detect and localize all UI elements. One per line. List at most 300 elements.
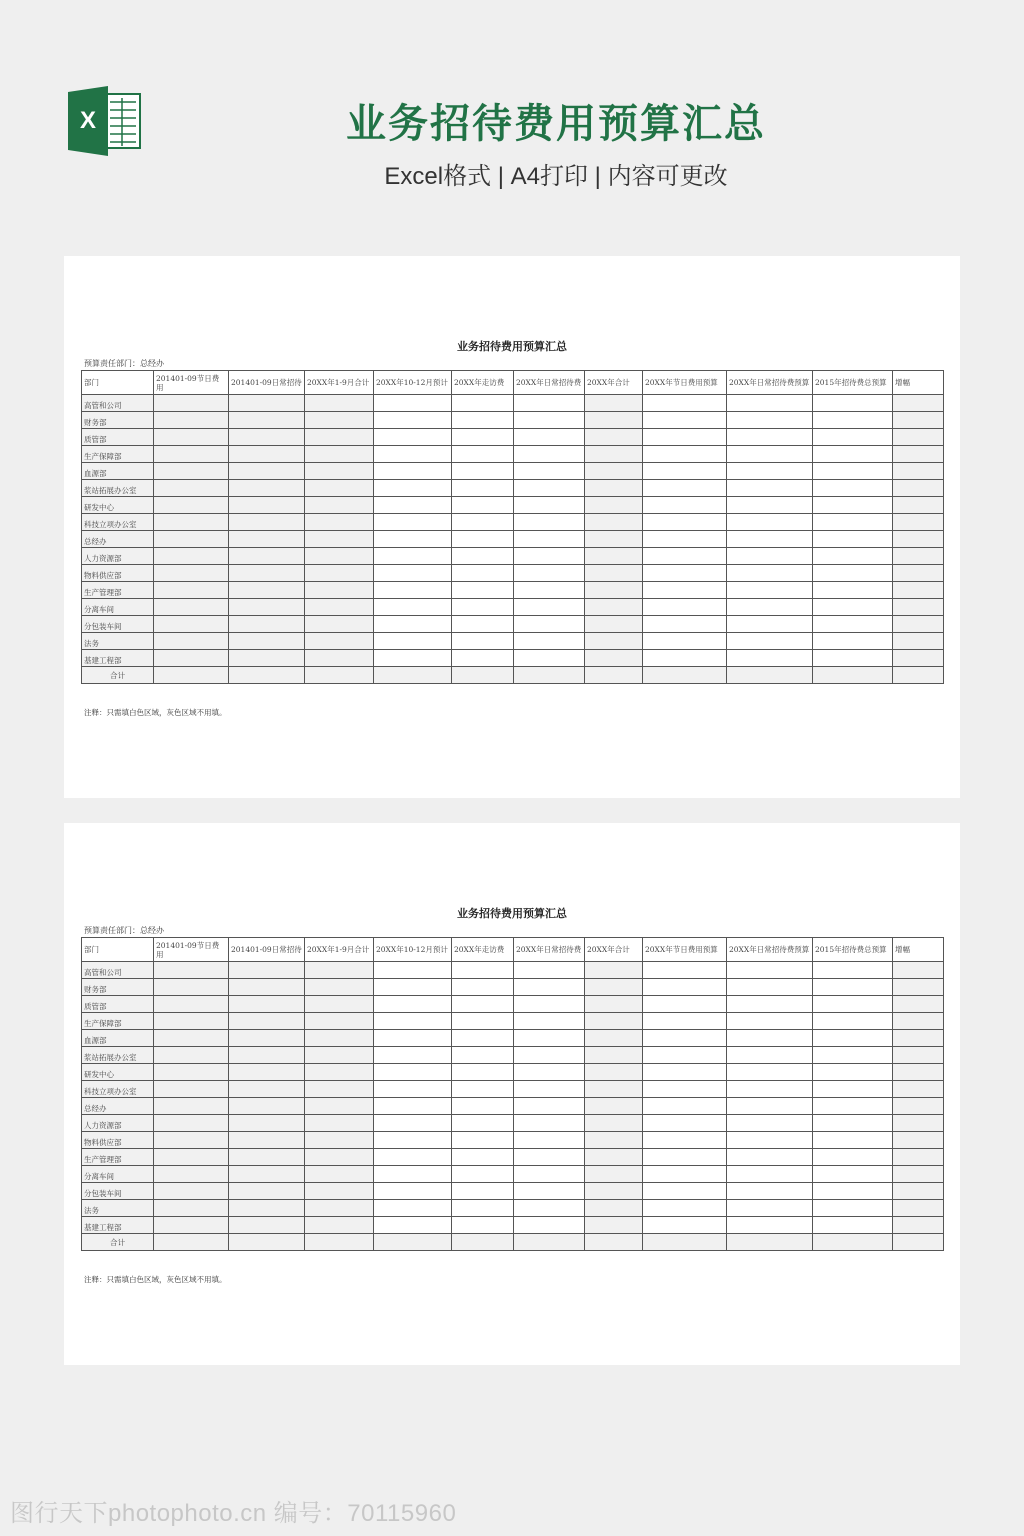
locked-cell <box>154 1013 229 1030</box>
total-cell <box>305 667 374 684</box>
locked-cell <box>154 395 229 412</box>
input-cell[interactable] <box>813 633 893 650</box>
input-cell[interactable] <box>452 1064 514 1081</box>
input-cell[interactable] <box>452 650 514 667</box>
input-cell[interactable] <box>643 446 727 463</box>
table-row <box>82 1217 944 1234</box>
locked-cell <box>305 1115 374 1132</box>
input-cell[interactable] <box>452 1217 514 1234</box>
locked-cell <box>154 480 229 497</box>
input-cell[interactable] <box>727 463 813 480</box>
table-header-row <box>82 938 944 962</box>
input-cell[interactable] <box>452 565 514 582</box>
input-cell[interactable] <box>514 1115 585 1132</box>
input-cell[interactable] <box>813 996 893 1013</box>
input-cell[interactable] <box>727 1047 813 1064</box>
input-cell[interactable] <box>514 633 585 650</box>
input-cell[interactable] <box>452 395 514 412</box>
table-row <box>82 1132 944 1149</box>
department-cell: 财务部 <box>82 412 154 429</box>
input-cell[interactable] <box>727 996 813 1013</box>
input-cell[interactable] <box>643 582 727 599</box>
table-row <box>82 531 944 548</box>
input-cell[interactable] <box>452 429 514 446</box>
column-header: 20XX年走访费 <box>452 371 514 395</box>
input-cell[interactable] <box>514 531 585 548</box>
input-cell[interactable] <box>727 962 813 979</box>
input-cell[interactable] <box>452 1081 514 1098</box>
input-cell[interactable] <box>514 1064 585 1081</box>
table-row <box>82 1013 944 1030</box>
input-cell[interactable] <box>727 633 813 650</box>
input-cell[interactable] <box>514 1183 585 1200</box>
total-cell <box>452 1234 514 1251</box>
table-row <box>82 514 944 531</box>
locked-cell <box>893 1030 944 1047</box>
input-cell[interactable] <box>452 480 514 497</box>
input-cell[interactable] <box>452 1115 514 1132</box>
table-row <box>82 1115 944 1132</box>
input-cell[interactable] <box>727 1149 813 1166</box>
input-cell[interactable] <box>813 1030 893 1047</box>
input-cell[interactable] <box>514 1030 585 1047</box>
locked-cell <box>154 633 229 650</box>
promo-title: 业务招待费用预算汇总 <box>346 102 766 146</box>
table-row <box>82 962 944 979</box>
input-cell[interactable] <box>813 395 893 412</box>
responsible-department: 预算责任部门：总经办 <box>84 926 164 935</box>
department-cell: 浆站拓展办公室 <box>82 480 154 497</box>
input-cell[interactable] <box>514 480 585 497</box>
locked-cell <box>305 429 374 446</box>
locked-cell <box>229 979 305 996</box>
input-cell[interactable] <box>643 1132 727 1149</box>
input-cell[interactable] <box>643 1013 727 1030</box>
table-row <box>82 446 944 463</box>
input-cell[interactable] <box>813 463 893 480</box>
input-cell[interactable] <box>727 1217 813 1234</box>
input-cell[interactable] <box>727 480 813 497</box>
locked-cell <box>585 1166 643 1183</box>
input-cell[interactable] <box>374 1098 452 1115</box>
input-cell[interactable] <box>374 1149 452 1166</box>
column-header: 部门 <box>82 938 154 962</box>
table-row <box>82 1064 944 1081</box>
input-cell[interactable] <box>643 497 727 514</box>
input-cell[interactable] <box>514 1081 585 1098</box>
locked-cell <box>305 412 374 429</box>
input-cell[interactable] <box>813 1047 893 1064</box>
locked-cell <box>229 1149 305 1166</box>
locked-cell <box>305 650 374 667</box>
input-cell[interactable] <box>813 548 893 565</box>
input-cell[interactable] <box>452 599 514 616</box>
column-header: 增幅 <box>893 371 944 395</box>
locked-cell <box>305 1183 374 1200</box>
locked-cell <box>585 962 643 979</box>
input-cell[interactable] <box>643 565 727 582</box>
input-cell[interactable] <box>374 1013 452 1030</box>
input-cell[interactable] <box>813 1013 893 1030</box>
input-cell[interactable] <box>514 1047 585 1064</box>
input-cell[interactable] <box>374 463 452 480</box>
input-cell[interactable] <box>374 962 452 979</box>
input-cell[interactable] <box>643 1149 727 1166</box>
input-cell[interactable] <box>452 548 514 565</box>
input-cell[interactable] <box>727 1166 813 1183</box>
input-cell[interactable] <box>514 1200 585 1217</box>
input-cell[interactable] <box>374 1200 452 1217</box>
input-cell[interactable] <box>727 565 813 582</box>
input-cell[interactable] <box>452 463 514 480</box>
input-cell[interactable] <box>813 616 893 633</box>
department-cell: 分包装车间 <box>82 616 154 633</box>
locked-cell <box>305 548 374 565</box>
input-cell[interactable] <box>643 1030 727 1047</box>
table-row <box>82 565 944 582</box>
input-cell[interactable] <box>727 412 813 429</box>
locked-cell <box>585 565 643 582</box>
total-cell <box>727 667 813 684</box>
locked-cell <box>893 582 944 599</box>
locked-cell <box>305 1149 374 1166</box>
input-cell[interactable] <box>727 395 813 412</box>
input-cell[interactable] <box>727 497 813 514</box>
locked-cell <box>585 1132 643 1149</box>
input-cell[interactable] <box>813 962 893 979</box>
input-cell[interactable] <box>374 429 452 446</box>
department-cell: 法务 <box>82 633 154 650</box>
input-cell[interactable] <box>813 565 893 582</box>
watermark-text: 图行天下photophoto.cn 编号：70115960 <box>10 1500 457 1527</box>
input-cell[interactable] <box>727 1132 813 1149</box>
locked-cell <box>893 1081 944 1098</box>
table-row <box>82 1200 944 1217</box>
locked-cell <box>154 1217 229 1234</box>
input-cell[interactable] <box>643 1217 727 1234</box>
input-cell[interactable] <box>452 1132 514 1149</box>
department-cell: 基建工程部 <box>82 650 154 667</box>
input-cell[interactable] <box>643 996 727 1013</box>
input-cell[interactable] <box>643 531 727 548</box>
input-cell[interactable] <box>813 497 893 514</box>
input-cell[interactable] <box>452 979 514 996</box>
locked-cell <box>893 1200 944 1217</box>
input-cell[interactable] <box>727 1200 813 1217</box>
input-cell[interactable] <box>452 616 514 633</box>
input-cell[interactable] <box>643 480 727 497</box>
input-cell[interactable] <box>374 1081 452 1098</box>
total-cell <box>643 667 727 684</box>
input-cell[interactable] <box>813 480 893 497</box>
input-cell[interactable] <box>514 514 585 531</box>
total-cell <box>154 1234 229 1251</box>
locked-cell <box>585 1217 643 1234</box>
input-cell[interactable] <box>452 582 514 599</box>
sheet-preview-2 <box>64 823 960 1365</box>
input-cell[interactable] <box>514 497 585 514</box>
input-cell[interactable] <box>514 1217 585 1234</box>
locked-cell <box>305 599 374 616</box>
input-cell[interactable] <box>643 412 727 429</box>
input-cell[interactable] <box>727 1064 813 1081</box>
table-row <box>82 996 944 1013</box>
input-cell[interactable] <box>514 1149 585 1166</box>
locked-cell <box>585 1200 643 1217</box>
locked-cell <box>229 650 305 667</box>
input-cell[interactable] <box>374 412 452 429</box>
input-cell[interactable] <box>514 1013 585 1030</box>
locked-cell <box>893 1166 944 1183</box>
input-cell[interactable] <box>514 979 585 996</box>
locked-cell <box>585 1149 643 1166</box>
input-cell[interactable] <box>813 429 893 446</box>
locked-cell <box>229 1166 305 1183</box>
locked-cell <box>305 962 374 979</box>
table-row <box>82 633 944 650</box>
input-cell[interactable] <box>374 395 452 412</box>
locked-cell <box>585 429 643 446</box>
table-row <box>82 1183 944 1200</box>
input-cell[interactable] <box>727 650 813 667</box>
input-cell[interactable] <box>374 565 452 582</box>
input-cell[interactable] <box>727 514 813 531</box>
input-cell[interactable] <box>727 1030 813 1047</box>
input-cell[interactable] <box>452 514 514 531</box>
locked-cell <box>305 1098 374 1115</box>
input-cell[interactable] <box>643 548 727 565</box>
input-cell[interactable] <box>374 996 452 1013</box>
input-cell[interactable] <box>643 979 727 996</box>
locked-cell <box>305 480 374 497</box>
input-cell[interactable] <box>813 531 893 548</box>
input-cell[interactable] <box>452 1183 514 1200</box>
input-cell[interactable] <box>643 395 727 412</box>
input-cell[interactable] <box>643 616 727 633</box>
department-cell: 血源部 <box>82 1030 154 1047</box>
budget-table <box>81 370 944 684</box>
input-cell[interactable] <box>813 599 893 616</box>
input-cell[interactable] <box>727 616 813 633</box>
locked-cell <box>893 1047 944 1064</box>
input-cell[interactable] <box>643 1081 727 1098</box>
input-cell[interactable] <box>514 962 585 979</box>
locked-cell <box>154 1064 229 1081</box>
locked-cell <box>154 1200 229 1217</box>
input-cell[interactable] <box>374 979 452 996</box>
input-cell[interactable] <box>374 531 452 548</box>
table-row <box>82 1149 944 1166</box>
locked-cell <box>154 1098 229 1115</box>
locked-cell <box>229 1030 305 1047</box>
input-cell[interactable] <box>727 531 813 548</box>
input-cell[interactable] <box>374 480 452 497</box>
input-cell[interactable] <box>374 582 452 599</box>
input-cell[interactable] <box>643 633 727 650</box>
input-cell[interactable] <box>727 446 813 463</box>
sheet-preview-1 <box>64 256 960 798</box>
input-cell[interactable] <box>452 1149 514 1166</box>
input-cell[interactable] <box>643 1115 727 1132</box>
input-cell[interactable] <box>374 1030 452 1047</box>
department-cell: 质管部 <box>82 429 154 446</box>
input-cell[interactable] <box>643 1183 727 1200</box>
input-cell[interactable] <box>643 514 727 531</box>
input-cell[interactable] <box>452 996 514 1013</box>
locked-cell <box>154 962 229 979</box>
input-cell[interactable] <box>643 1098 727 1115</box>
input-cell[interactable] <box>727 599 813 616</box>
locked-cell <box>154 463 229 480</box>
department-cell: 分离车间 <box>82 1166 154 1183</box>
input-cell[interactable] <box>452 497 514 514</box>
input-cell[interactable] <box>514 582 585 599</box>
department-cell: 分离车间 <box>82 599 154 616</box>
input-cell[interactable] <box>727 979 813 996</box>
locked-cell <box>229 446 305 463</box>
locked-cell <box>305 616 374 633</box>
input-cell[interactable] <box>452 412 514 429</box>
locked-cell <box>893 1183 944 1200</box>
input-cell[interactable] <box>813 1183 893 1200</box>
input-cell[interactable] <box>374 1064 452 1081</box>
input-cell[interactable] <box>643 463 727 480</box>
input-cell[interactable] <box>514 446 585 463</box>
input-cell[interactable] <box>727 1115 813 1132</box>
input-cell[interactable] <box>514 429 585 446</box>
input-cell[interactable] <box>374 650 452 667</box>
input-cell[interactable] <box>514 548 585 565</box>
input-cell[interactable] <box>813 1132 893 1149</box>
input-cell[interactable] <box>514 616 585 633</box>
locked-cell <box>893 1115 944 1132</box>
input-cell[interactable] <box>643 1064 727 1081</box>
table-row <box>82 412 944 429</box>
input-cell[interactable] <box>514 1166 585 1183</box>
department-cell: 人力资源部 <box>82 1115 154 1132</box>
input-cell[interactable] <box>727 1081 813 1098</box>
table-row <box>82 650 944 667</box>
locked-cell <box>154 996 229 1013</box>
input-cell[interactable] <box>813 979 893 996</box>
locked-cell <box>154 650 229 667</box>
input-cell[interactable] <box>643 599 727 616</box>
input-cell[interactable] <box>374 599 452 616</box>
input-cell[interactable] <box>813 1200 893 1217</box>
input-cell[interactable] <box>514 395 585 412</box>
locked-cell <box>305 565 374 582</box>
input-cell[interactable] <box>514 412 585 429</box>
input-cell[interactable] <box>514 1098 585 1115</box>
input-cell[interactable] <box>813 446 893 463</box>
locked-cell <box>893 531 944 548</box>
input-cell[interactable] <box>452 633 514 650</box>
input-cell[interactable] <box>452 1013 514 1030</box>
locked-cell <box>305 514 374 531</box>
input-cell[interactable] <box>727 582 813 599</box>
input-cell[interactable] <box>452 1047 514 1064</box>
locked-cell <box>229 412 305 429</box>
input-cell[interactable] <box>452 446 514 463</box>
input-cell[interactable] <box>727 548 813 565</box>
input-cell[interactable] <box>374 1217 452 1234</box>
input-cell[interactable] <box>452 962 514 979</box>
table-row <box>82 1047 944 1064</box>
locked-cell <box>305 1081 374 1098</box>
input-cell[interactable] <box>374 548 452 565</box>
input-cell[interactable] <box>643 1047 727 1064</box>
department-cell: 生产保障部 <box>82 1013 154 1030</box>
input-cell[interactable] <box>813 1098 893 1115</box>
input-cell[interactable] <box>813 514 893 531</box>
input-cell[interactable] <box>813 650 893 667</box>
input-cell[interactable] <box>514 650 585 667</box>
input-cell[interactable] <box>374 1047 452 1064</box>
input-cell[interactable] <box>727 1183 813 1200</box>
locked-cell <box>305 395 374 412</box>
input-cell[interactable] <box>452 1166 514 1183</box>
department-cell: 浆站拓展办公室 <box>82 1047 154 1064</box>
input-cell[interactable] <box>813 582 893 599</box>
input-cell[interactable] <box>374 497 452 514</box>
input-cell[interactable] <box>643 1200 727 1217</box>
input-cell[interactable] <box>813 412 893 429</box>
department-cell: 物料供应部 <box>82 1132 154 1149</box>
input-cell[interactable] <box>374 1166 452 1183</box>
locked-cell <box>893 650 944 667</box>
input-cell[interactable] <box>514 565 585 582</box>
input-cell[interactable] <box>374 1183 452 1200</box>
locked-cell <box>585 1047 643 1064</box>
locked-cell <box>305 446 374 463</box>
input-cell[interactable] <box>514 463 585 480</box>
input-cell[interactable] <box>452 1098 514 1115</box>
input-cell[interactable] <box>452 1200 514 1217</box>
input-cell[interactable] <box>727 1013 813 1030</box>
input-cell[interactable] <box>727 1098 813 1115</box>
input-cell[interactable] <box>643 1166 727 1183</box>
input-cell[interactable] <box>514 599 585 616</box>
input-cell[interactable] <box>813 1115 893 1132</box>
input-cell[interactable] <box>813 1166 893 1183</box>
input-cell[interactable] <box>813 1217 893 1234</box>
input-cell[interactable] <box>643 962 727 979</box>
input-cell[interactable] <box>813 1081 893 1098</box>
locked-cell <box>585 1183 643 1200</box>
promo-subtitle: Excel格式 | A4打印 | 内容可更改 <box>384 163 728 190</box>
locked-cell <box>893 497 944 514</box>
table-row <box>82 497 944 514</box>
input-cell[interactable] <box>727 429 813 446</box>
table-row <box>82 599 944 616</box>
input-cell[interactable] <box>643 429 727 446</box>
input-cell[interactable] <box>374 1115 452 1132</box>
input-cell[interactable] <box>643 650 727 667</box>
locked-cell <box>154 1081 229 1098</box>
input-cell[interactable] <box>374 633 452 650</box>
input-cell[interactable] <box>452 531 514 548</box>
input-cell[interactable] <box>374 616 452 633</box>
input-cell[interactable] <box>374 514 452 531</box>
locked-cell <box>229 514 305 531</box>
input-cell[interactable] <box>374 1132 452 1149</box>
input-cell[interactable] <box>452 1030 514 1047</box>
input-cell[interactable] <box>514 1132 585 1149</box>
input-cell[interactable] <box>374 446 452 463</box>
input-cell[interactable] <box>514 996 585 1013</box>
input-cell[interactable] <box>813 1064 893 1081</box>
input-cell[interactable] <box>813 1149 893 1166</box>
